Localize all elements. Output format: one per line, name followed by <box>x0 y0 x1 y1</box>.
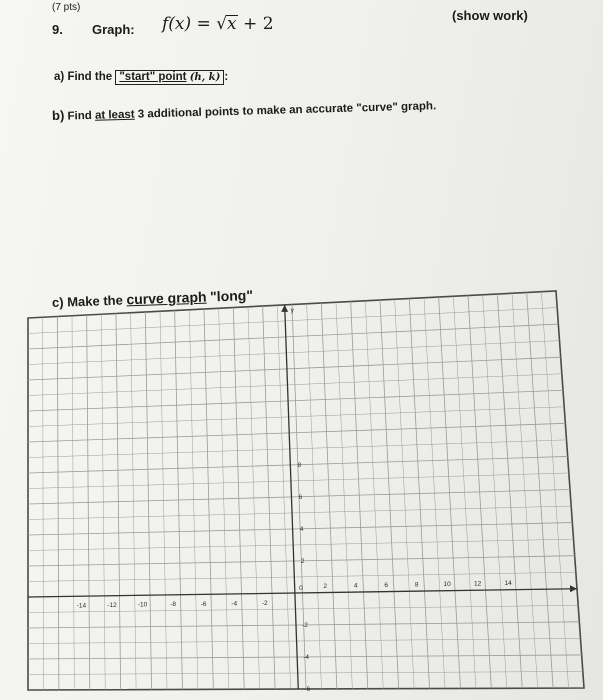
part-c-emphasis: curve graph <box>126 288 207 308</box>
part-b-text-after: 3 additional points to make an accurate "curve" graph. <box>137 100 437 121</box>
question-number: 9. <box>52 22 63 37</box>
x-tick-label: 8 <box>414 581 419 589</box>
y-tick-label: 8 <box>297 461 302 469</box>
show-work-note: (show work) <box>452 8 528 23</box>
x-tick-label: 12 <box>473 580 482 588</box>
origin-label: 0 <box>299 584 303 592</box>
y-tick-label: 4 <box>299 525 304 533</box>
formula-lhs: f(x) = <box>162 14 217 34</box>
points-value: (7 pts) <box>52 2 81 13</box>
x-tick-label: -6 <box>200 600 207 608</box>
start-point-coords: (h, k) <box>189 72 221 83</box>
formula-rest: + 2 <box>237 14 274 34</box>
x-tick-label: -2 <box>261 599 268 607</box>
x-tick-label: 4 <box>353 582 358 590</box>
x-tick-label: -10 <box>137 601 148 609</box>
sqrt-sign: √ <box>216 14 228 34</box>
formula-radicand: x <box>227 14 237 34</box>
x-tick-label: 10 <box>443 581 451 589</box>
x-tick-label: 14 <box>504 580 512 588</box>
y-tick-label: -4 <box>303 654 310 662</box>
question-label: Graph: <box>92 22 135 37</box>
part-b-text: Find <box>67 109 92 123</box>
x-tick-label: 6 <box>384 581 388 589</box>
part-a-prefix: a) <box>54 71 65 83</box>
x-tick-label: 2 <box>323 582 328 590</box>
part-b-prefix: b) <box>51 107 65 123</box>
y-tick-label: 2 <box>300 557 305 565</box>
y-axis-label: y <box>290 306 294 314</box>
y-tick-label: 6 <box>298 493 303 501</box>
part-a-text: Find the <box>67 71 113 83</box>
part-c-text: Make the <box>66 292 124 310</box>
x-tick-label: -12 <box>107 602 117 610</box>
x-tick-label: -14 <box>76 602 87 610</box>
part-c-text-after: "long" <box>209 286 254 305</box>
y-tick-label: -2 <box>302 622 308 630</box>
start-point-label: "start" point <box>119 71 187 83</box>
grid-lines <box>28 292 583 690</box>
part-b-emphasis: at least <box>94 108 135 122</box>
x-tick-label: -4 <box>231 600 238 608</box>
y-tick-label: -6 <box>304 686 311 694</box>
part-c-prefix: c) <box>51 294 64 310</box>
x-tick-label: -8 <box>170 601 176 609</box>
x-axis-arrow <box>570 585 577 592</box>
part-a-colon: : <box>224 71 229 83</box>
y-axis-arrow <box>281 305 288 312</box>
